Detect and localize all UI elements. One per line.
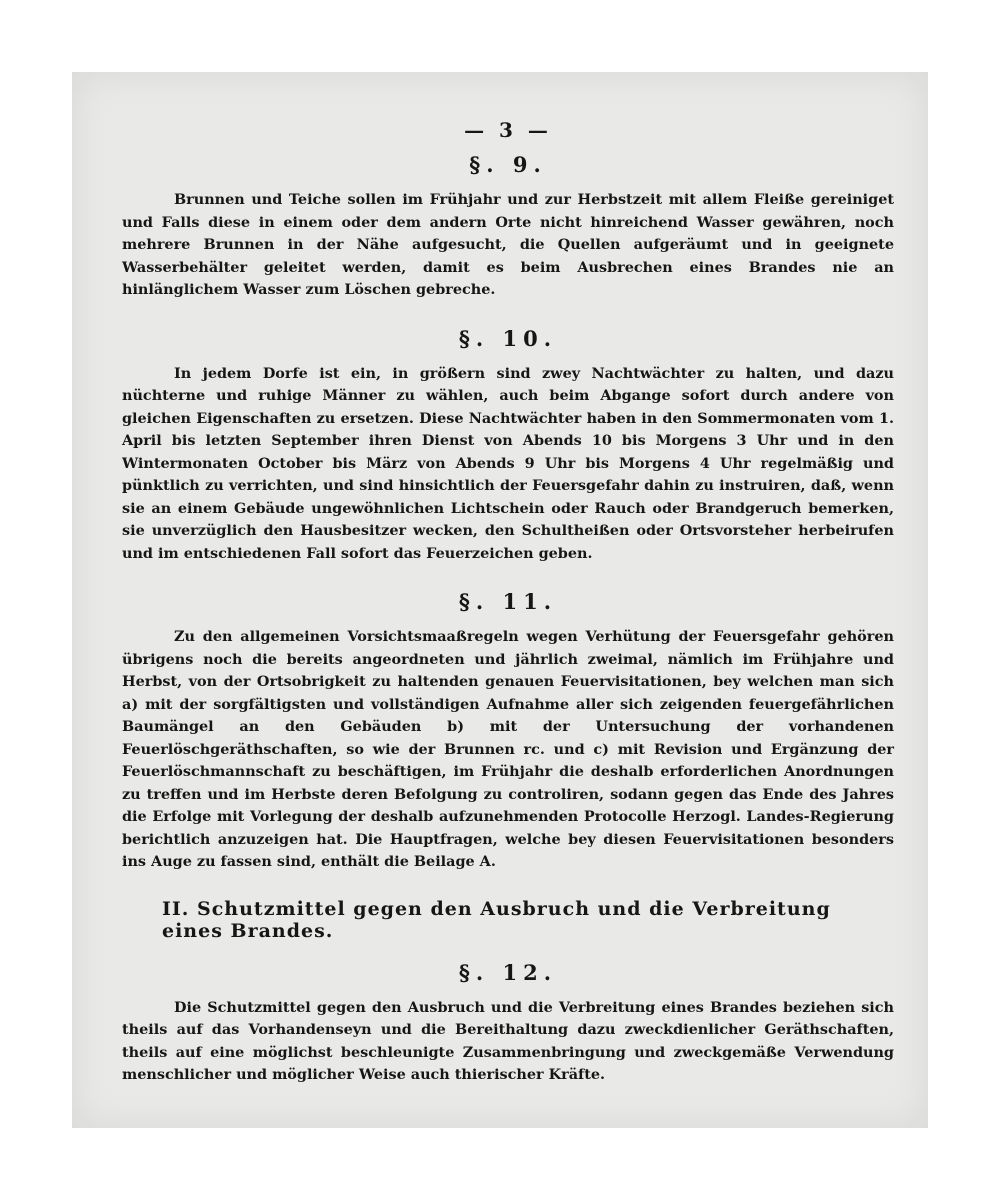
section-11-text: Zu den allgemeinen Vorsichtsmaaßregeln wegen Verhütung der Feuersgefahr gehören übrigens noch die bereits angeordneten und jährlich zweimal, nämlich im Frühjahre und Herbst, von der Ortsobrigkeit zu haltenden genauen Feuervisitationen, bey welchen man sich a) mit der sorgfältigsten und vollständigen Aufnahme aller sich zeigenden feuergefährlichen Baumängel an den Gebäuden b) mit der Untersuchung der vorhandenen Feuerlöschgeräthschaften, so wie der Brunnen rc. und c) mit Revision und Ergänzung der Feuerlöschmannschaft zu beschäftigen, im Frühjahr die deshalb erforderlichen Anordnungen zu treffen und im Herbste deren Befolgung zu controliren, sodann gegen das Ende des Jahres die Erfolge mit Vorlegung der deshalb aufzunehmenden Protocolle Herzogl. Landes-Regierung berichtlich anzuzeigen hat. Die Hauptfragen, welche bey diesen Feuervisitationen besonders ins Auge zu fassen sind, enthält die Beilage A. (122, 628, 894, 870)
section-9-text: Brunnen und Teiche sollen im Frühjahr und zur Herbstzeit mit allem Fleiße gereiniget und Falls diese in einem oder dem andern Orte nicht hinreichend Wasser gewähren, noch mehrere Brunnen in der Nähe aufgesucht, die Quellen aufgeräumt und in geeignete Wasserbehälter geleitet werden, damit es beim Ausbrechen eines Brandes nie an hinlänglichem Wasser zum Löschen gebreche. (122, 191, 894, 298)
section-12-text: Die Schutzmittel gegen den Ausbruch und die Verbreitung eines Brandes beziehen sich theils auf das Vorhandenseyn und die Bereithaltung dazu zweckdienlicher Geräthschaften, theils auf eine möglichst beschleunigte Zusammenbringung und zweckgemäße Verwendung menschlicher und möglicher Weise auch thierischer Kräfte. (122, 998, 894, 1083)
page-text (122, 118, 894, 1111)
section-10-text: In jedem Dorfe ist ein, in größern sind zwey Nachtwächter zu halten, und dazu nüchterne und ruhige Männer zu wählen, auch beim Abgange sofort durch andere von gleichen Eigenschaften zu ersetzen. Diese Nachtwächter haben in den Sommermonaten vom 1. April bis letzten September ihren Dienst von Abends 10 bis Morgens 3 Uhr und in den Wintermonaten October bis März von Abends 9 Uhr bis Morgens 4 Uhr regelmäßig und pünktlich zu verrichten, und sind hinsichtlich der Feuersgefahr dahin zu instruiren, daß, wenn sie an einem Gebäude ungewöhnlichen Lichtschein oder Rauch oder Brandgeruch bemerken, sie unverzüglich den Hausbesitzer wecken, den Schultheißen oder Ortsvorsteher herbeirufen und im entschiedenen Fall sofort das Feuerzeichen geben. (122, 364, 894, 562)
section-9-heading: §. 9. (469, 152, 547, 177)
section-11-heading: §. 11. (458, 589, 558, 614)
chapter-heading: II. Schutzmittel gegen den Ausbruch und die Verbreitung eines Brandes. (162, 897, 831, 942)
section-10-heading: §. 10. (458, 325, 558, 351)
page-number: — 3 — (464, 118, 552, 142)
section-12-heading: §. 12. (458, 959, 558, 985)
